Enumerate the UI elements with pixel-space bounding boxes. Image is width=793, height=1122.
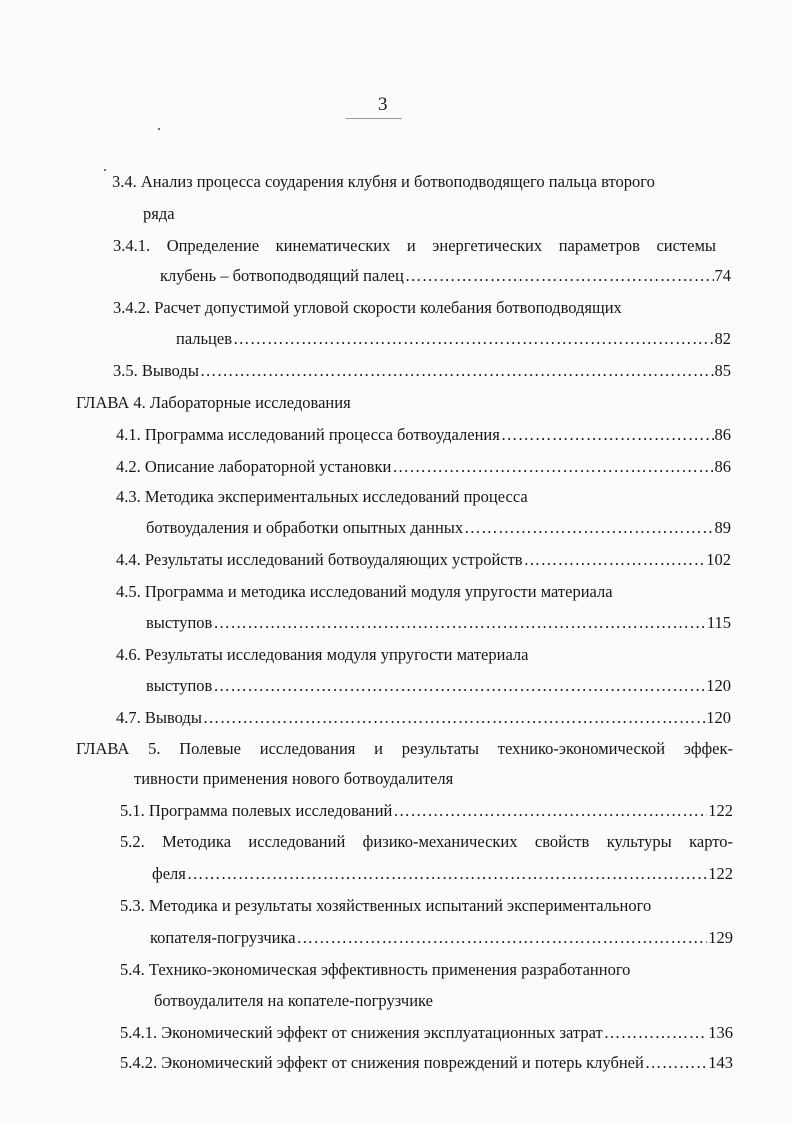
- toc-page-number: 136: [708, 1023, 733, 1042]
- toc-entry-4-5[interactable]: [116, 582, 716, 602]
- toc-entry-title: 4.7. Выводы: [116, 708, 202, 727]
- toc-page-number: 82: [714, 329, 731, 348]
- toc-entry-5-4-2[interactable]: [120, 1053, 733, 1073]
- leader-dots: [213, 613, 706, 633]
- toc-entry-continuation[interactable]: копателя-погрузчика …………………………………………………………………………………………………………………………………………………………………………………………… 129: [150, 928, 733, 948]
- leader-dots: [213, 676, 705, 696]
- toc-page-number: 86: [714, 457, 731, 476]
- toc-page-number: 129: [708, 928, 733, 947]
- toc-chapter-4[interactable]: [76, 393, 476, 413]
- toc-entry-4-6[interactable]: [116, 645, 616, 665]
- toc-entry-continuation[interactable]: феля …………………………………………………………………………………………………………………………………………………………………………………………… 122: [152, 864, 733, 884]
- toc-entry-title: 4.6. Результаты исследования модуля упругости материала: [116, 645, 529, 664]
- toc-entry-5-3[interactable]: [120, 896, 732, 916]
- toc-entry-title: 3.4.1. Определение кинематических и энергетических параметров системы: [113, 236, 716, 255]
- toc-entry-title: 3.4.2. Расчет допустимой угловой скорости колебания ботвоподводящих: [113, 298, 622, 317]
- toc-entry-title: ГЛАВА 4. Лабораторные исследования: [76, 393, 351, 412]
- toc-entry-title: 5.4.2. Экономический эффект от снижения повреждений и потерь клубней: [120, 1053, 644, 1072]
- toc-page-number: 86: [714, 425, 731, 444]
- leader-dots: [203, 708, 705, 728]
- toc-entry-4-1[interactable]: [116, 425, 731, 445]
- page-number: 3: [378, 94, 389, 115]
- leader-dots: [233, 329, 713, 349]
- leader-dots: [392, 457, 713, 477]
- leader-dots: [405, 266, 714, 286]
- leader-dots: [393, 801, 707, 821]
- leader-dots: [604, 1023, 708, 1043]
- toc-page-number: 85: [714, 361, 731, 380]
- toc-entry-title: 4.4. Результаты исследований ботвоудаляющих устройств: [116, 550, 523, 569]
- toc-entry-title: 3.4. Анализ процесса соударения клубня и ботвоподводящего пальца второго: [112, 172, 655, 191]
- leader-dots: [187, 864, 707, 884]
- toc-entry-continuation[interactable]: ботвоудаления и обработки опытных данных …………………………………………………………………………………………………………………………………………………………………………………………… 89: [146, 518, 731, 538]
- toc-entry-continuation[interactable]: выступов …………………………………………………………………………………………………………………………………………………………………………………………… 115: [146, 613, 731, 633]
- toc-entry-5-4-1[interactable]: [120, 1023, 733, 1043]
- toc-entry-continuation[interactable]: пальцев …………………………………………………………………………………………………………………………………………………………………………………………… 82: [176, 329, 731, 349]
- toc-entry-title: 3.5. Выводы: [113, 361, 199, 380]
- toc-entry-title: ГЛАВА 5. Полевые исследования и результаты технико-экономической эффек-: [76, 739, 733, 758]
- toc-page-number: 120: [706, 676, 731, 695]
- toc-entry-title: 4.2. Описание лабораторной установки: [116, 457, 392, 476]
- toc-entry-continuation[interactable]: клубень – ботвоподводящий палец …………………………………………………………………………………………………………………………………………………………………………………………… 74: [160, 266, 731, 286]
- toc-entry-4-3[interactable]: [116, 487, 616, 507]
- toc-entry-title: 5.4. Технико-экономическая эффективность применения разработанного: [120, 960, 631, 979]
- toc-page-number: 115: [706, 613, 731, 632]
- toc-page-number: 122: [708, 864, 733, 883]
- toc-entry-4-7[interactable]: [116, 708, 731, 728]
- toc-page-number: 120: [706, 708, 731, 727]
- toc-chapter-5[interactable]: [76, 739, 733, 759]
- toc-entry-continuation[interactable]: выступов …………………………………………………………………………………………………………………………………………………………………………………………… 120: [146, 676, 731, 696]
- toc-entry-3-4[interactable]: [112, 172, 748, 192]
- leader-dots: [524, 550, 706, 570]
- leader-dots: [200, 361, 714, 381]
- toc-entry-3-4-2[interactable]: [113, 298, 713, 318]
- toc-page-number: 143: [708, 1053, 733, 1072]
- toc-page-number: 89: [714, 518, 731, 537]
- toc-entry-title: 5.4.1. Экономический эффект от снижения эксплуатационных затрат: [120, 1023, 603, 1042]
- leader-dots: [297, 928, 708, 948]
- toc-entry-3-5[interactable]: [113, 361, 731, 381]
- toc-entry-title: 5.2. Методика исследований физико-механических свойств культуры карто-: [120, 832, 733, 851]
- leader-dots: [501, 425, 714, 445]
- toc-entry-4-4[interactable]: [116, 550, 731, 570]
- toc-page-number: 122: [708, 801, 733, 820]
- toc-entry-title: 4.1. Программа исследований процесса ботвоудаления: [116, 425, 500, 444]
- toc-entry-5-2[interactable]: [120, 832, 733, 852]
- toc-entry-continuation[interactable]: ряда: [143, 204, 175, 223]
- toc-entry-continuation[interactable]: ботвоудалителя на копателе-погрузчике: [154, 991, 433, 1010]
- toc-entry-5-4[interactable]: [120, 960, 720, 980]
- toc-entry-4-2[interactable]: [116, 457, 731, 477]
- toc-entry-title: 5.1. Программа полевых исследований: [120, 801, 393, 820]
- toc-entry-title: 4.5. Программа и методика исследований модуля упругости материала: [116, 582, 613, 601]
- toc-entry-title: 4.3. Методика экспериментальных исследований процесса: [116, 487, 528, 506]
- toc-entry-continuation[interactable]: тивности применения нового ботвоудалителя: [134, 769, 454, 788]
- leader-dots: [464, 518, 713, 538]
- toc-page-number: 74: [714, 266, 731, 285]
- toc-page-number: 102: [706, 550, 731, 569]
- toc-entry-title: 5.3. Методика и результаты хозяйственных испытаний экспериментального: [120, 896, 652, 915]
- toc-entry-5-1[interactable]: [120, 801, 733, 821]
- leader-dots: [645, 1053, 707, 1073]
- toc-entry-3-4-1[interactable]: [113, 236, 716, 256]
